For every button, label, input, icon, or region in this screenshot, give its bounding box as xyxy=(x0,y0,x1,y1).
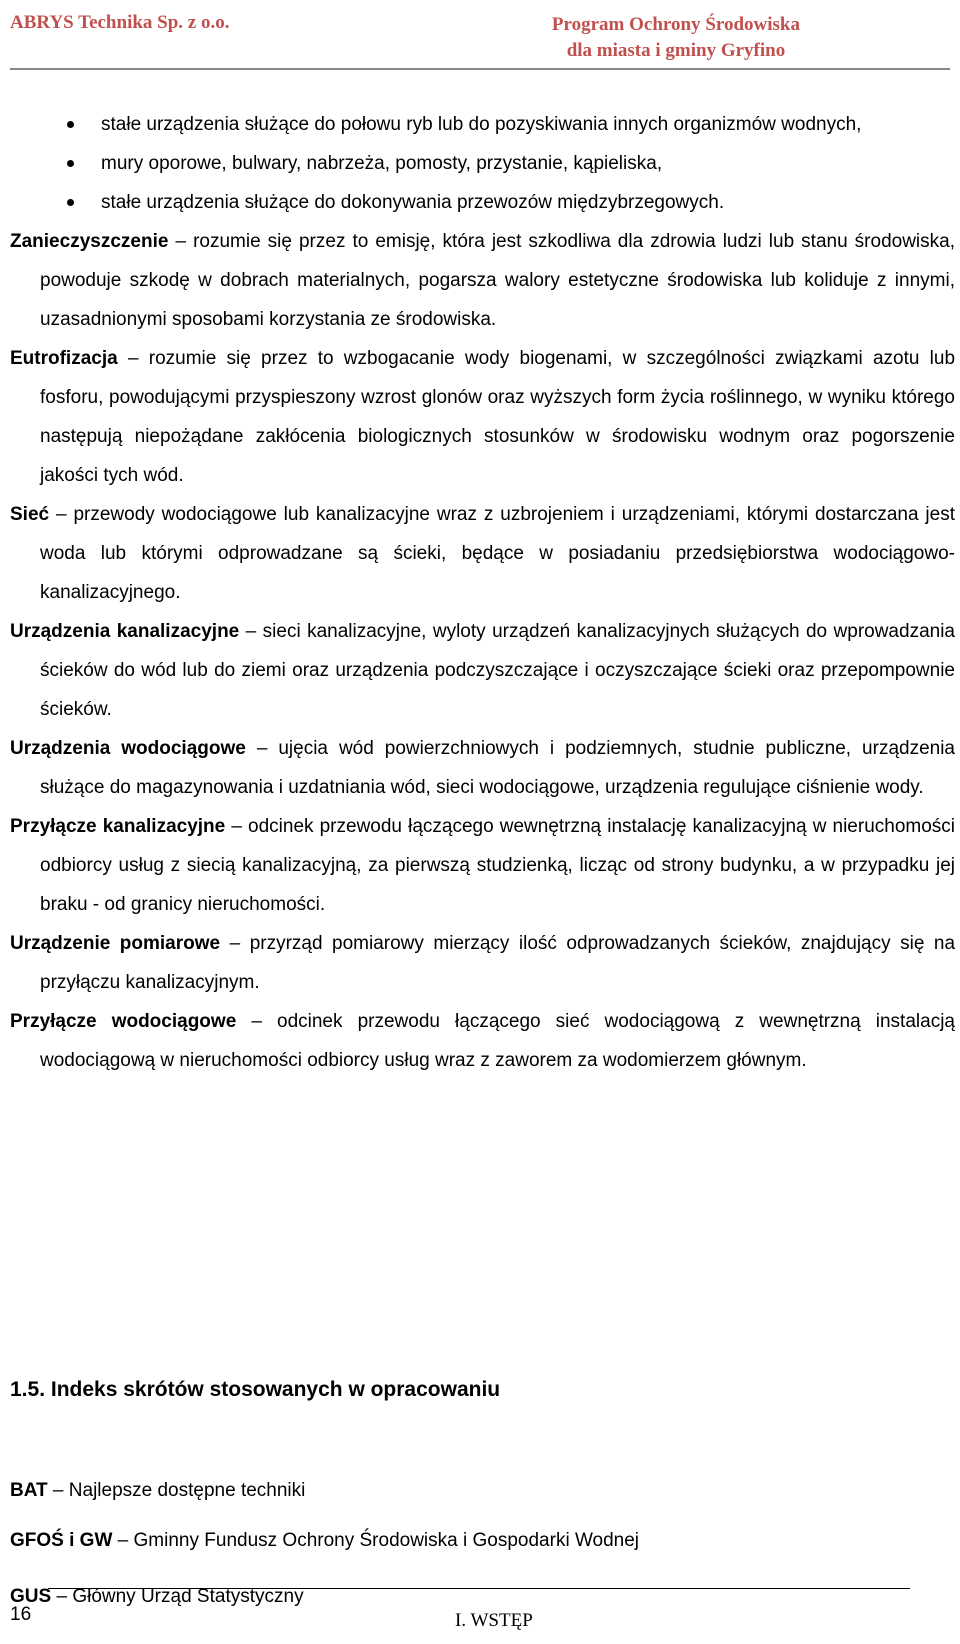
definition-term: Urządzenia kanalizacyjne xyxy=(10,621,240,642)
definition-dash: – xyxy=(245,621,257,642)
definition-siec xyxy=(10,495,955,612)
definition-text: przewody wodociągowe lub kanalizacyjne wraz z uzbrojeniem i urządzeniami, którymi dostarczana jest woda lub którymi odprowadzane są ścieki, będące w posiadaniu przedsiębiorstwa wodociągowo-kanalizacyjnego. xyxy=(40,504,955,603)
abbreviation-entry xyxy=(10,1478,305,1504)
definition-dash: – xyxy=(175,231,187,252)
list-item: stałe urządzenia służące do dokonywania przewozów międzybrzegowych. xyxy=(10,183,955,222)
abbreviation-entry xyxy=(10,1528,639,1554)
definition-dash: – xyxy=(256,738,268,759)
definition-dash: – xyxy=(251,1011,262,1032)
abbreviation-meaning: Najlepsze dostępne techniki xyxy=(68,1480,306,1501)
chapter-label: I. WSTĘP xyxy=(455,1610,533,1631)
definition-przylacze-kanalizacyjne xyxy=(10,807,955,924)
section-heading: 1.5. Indeks skrótów stosowanych w opracowaniu xyxy=(10,1378,501,1401)
definition-text: ujęcia wód powierzchniowych i podziemnych, studnie publiczne, urządzenia służące do magazynowania i uzdatniania wód, sieci wodociągowe, urządzenia regulujące ciśnienie wody. xyxy=(40,738,956,798)
definition-text: odcinek przewodu łączącego sieć wodociągową z wewnętrzną instalacją wodociągową w nieruchomości odbiorcy usług wraz z zaworem za wodomierzem głównym. xyxy=(40,1011,955,1071)
page-number: 16 xyxy=(10,1604,32,1625)
definition-term: Sieć xyxy=(10,504,50,525)
footer-divider xyxy=(48,1588,910,1589)
definition-term: Przyłącze kanalizacyjne xyxy=(10,816,226,837)
abbreviation-term: BAT xyxy=(10,1480,48,1501)
page-header xyxy=(10,6,950,72)
definition-przylacze-wodociagowe xyxy=(10,1002,955,1080)
list-item: mury oporowe, bulwary, nabrzeża, pomosty, przystanie, kąpieliska, xyxy=(10,144,955,183)
definition-term: Urządzenia wodociągowe xyxy=(10,738,246,759)
program-title-line1: Program Ochrony Środowiska xyxy=(551,14,800,35)
abbreviation-dash: – xyxy=(56,1586,68,1607)
definition-term: Urządzenie pomiarowe xyxy=(10,933,221,954)
definition-term: Przyłącze wodociągowe xyxy=(10,1011,237,1032)
definition-term: Zanieczyszczenie xyxy=(10,231,169,252)
definition-urzadzenie-pomiarowe xyxy=(10,924,955,1002)
document-body xyxy=(10,105,955,1080)
definition-dash: – xyxy=(55,504,67,525)
definition-dash: – xyxy=(229,933,241,954)
abbreviation-meaning: Gminny Fundusz Ochrony Środowiska i Gospodarki Wodnej xyxy=(133,1530,640,1551)
definition-urzadzenia-kanalizacyjne xyxy=(10,612,955,729)
definition-term: Eutrofizacja xyxy=(10,348,118,369)
definition-urzadzenia-wodociagowe xyxy=(10,729,955,807)
definition-dash: – xyxy=(231,816,242,837)
definition-text: odcinek przewodu łączącego wewnętrzną instalację kanalizacyjną w nieruchomości odbiorcy usług z siecią kanalizacyjną, za pierwszą studzienką, licząc od strony budynku, a w przypadku jej braku - od granicy nieruchomości. xyxy=(40,816,956,915)
definition-text: rozumie się przez to wzbogacanie wody biogenami, w szczególności związkami azotu lub fosforu, powodującymi przyspieszony wzrost glonów oraz wyższych form życia roślinnego, w wyniku którego następują niepożądane zakłócenia biologicznych stosunków w środowisku wodnym oraz pogorszenie jakości tych wód. xyxy=(40,348,956,486)
program-title xyxy=(552,12,800,64)
definition-eutrofizacja xyxy=(10,339,955,495)
abbreviation-dash: – xyxy=(117,1530,129,1551)
company-name: ABRYS Technika Sp. z o.o. xyxy=(10,12,230,33)
definition-dash: – xyxy=(127,348,139,369)
definition-zanieczyszczenie xyxy=(10,222,955,339)
list-item: stałe urządzenia służące do połowu ryb lub do pozyskiwania innych organizmów wodnych, xyxy=(10,105,955,144)
abbreviation-term: GUS xyxy=(10,1586,52,1607)
abbreviation-meaning: Główny Urząd Statystyczny xyxy=(72,1586,304,1607)
header-divider xyxy=(10,68,950,70)
bullet-list xyxy=(10,105,955,222)
abbreviation-dash: – xyxy=(52,1480,64,1501)
abbreviation-term: GFOŚ i GW xyxy=(10,1530,113,1551)
program-title-line2: dla miasta i gminy Gryfino xyxy=(566,40,786,61)
definition-text: sieci kanalizacyjne, wyloty urządzeń kanalizacyjnych służących do wprowadzania ścieków do wód lub do ziemi oraz urządzenia podczyszczające i oczyszczające ścieki oraz przepompownie ścieków. xyxy=(40,621,955,720)
definition-text: rozumie się przez to emisję, która jest szkodliwa dla zdrowia ludzi lub stanu środowiska, powoduje szkodę w dobrach materialnych, pogarsza walory estetyczne środowiska lub koliduje z innymi, uzasadnionymi sposobami korzystania ze środowiska. xyxy=(40,231,955,330)
definition-text: przyrząd pomiarowy mierzący ilość odprowadzanych ścieków, znajdujący się na przyłączu kanalizacyjnym. xyxy=(40,933,956,993)
